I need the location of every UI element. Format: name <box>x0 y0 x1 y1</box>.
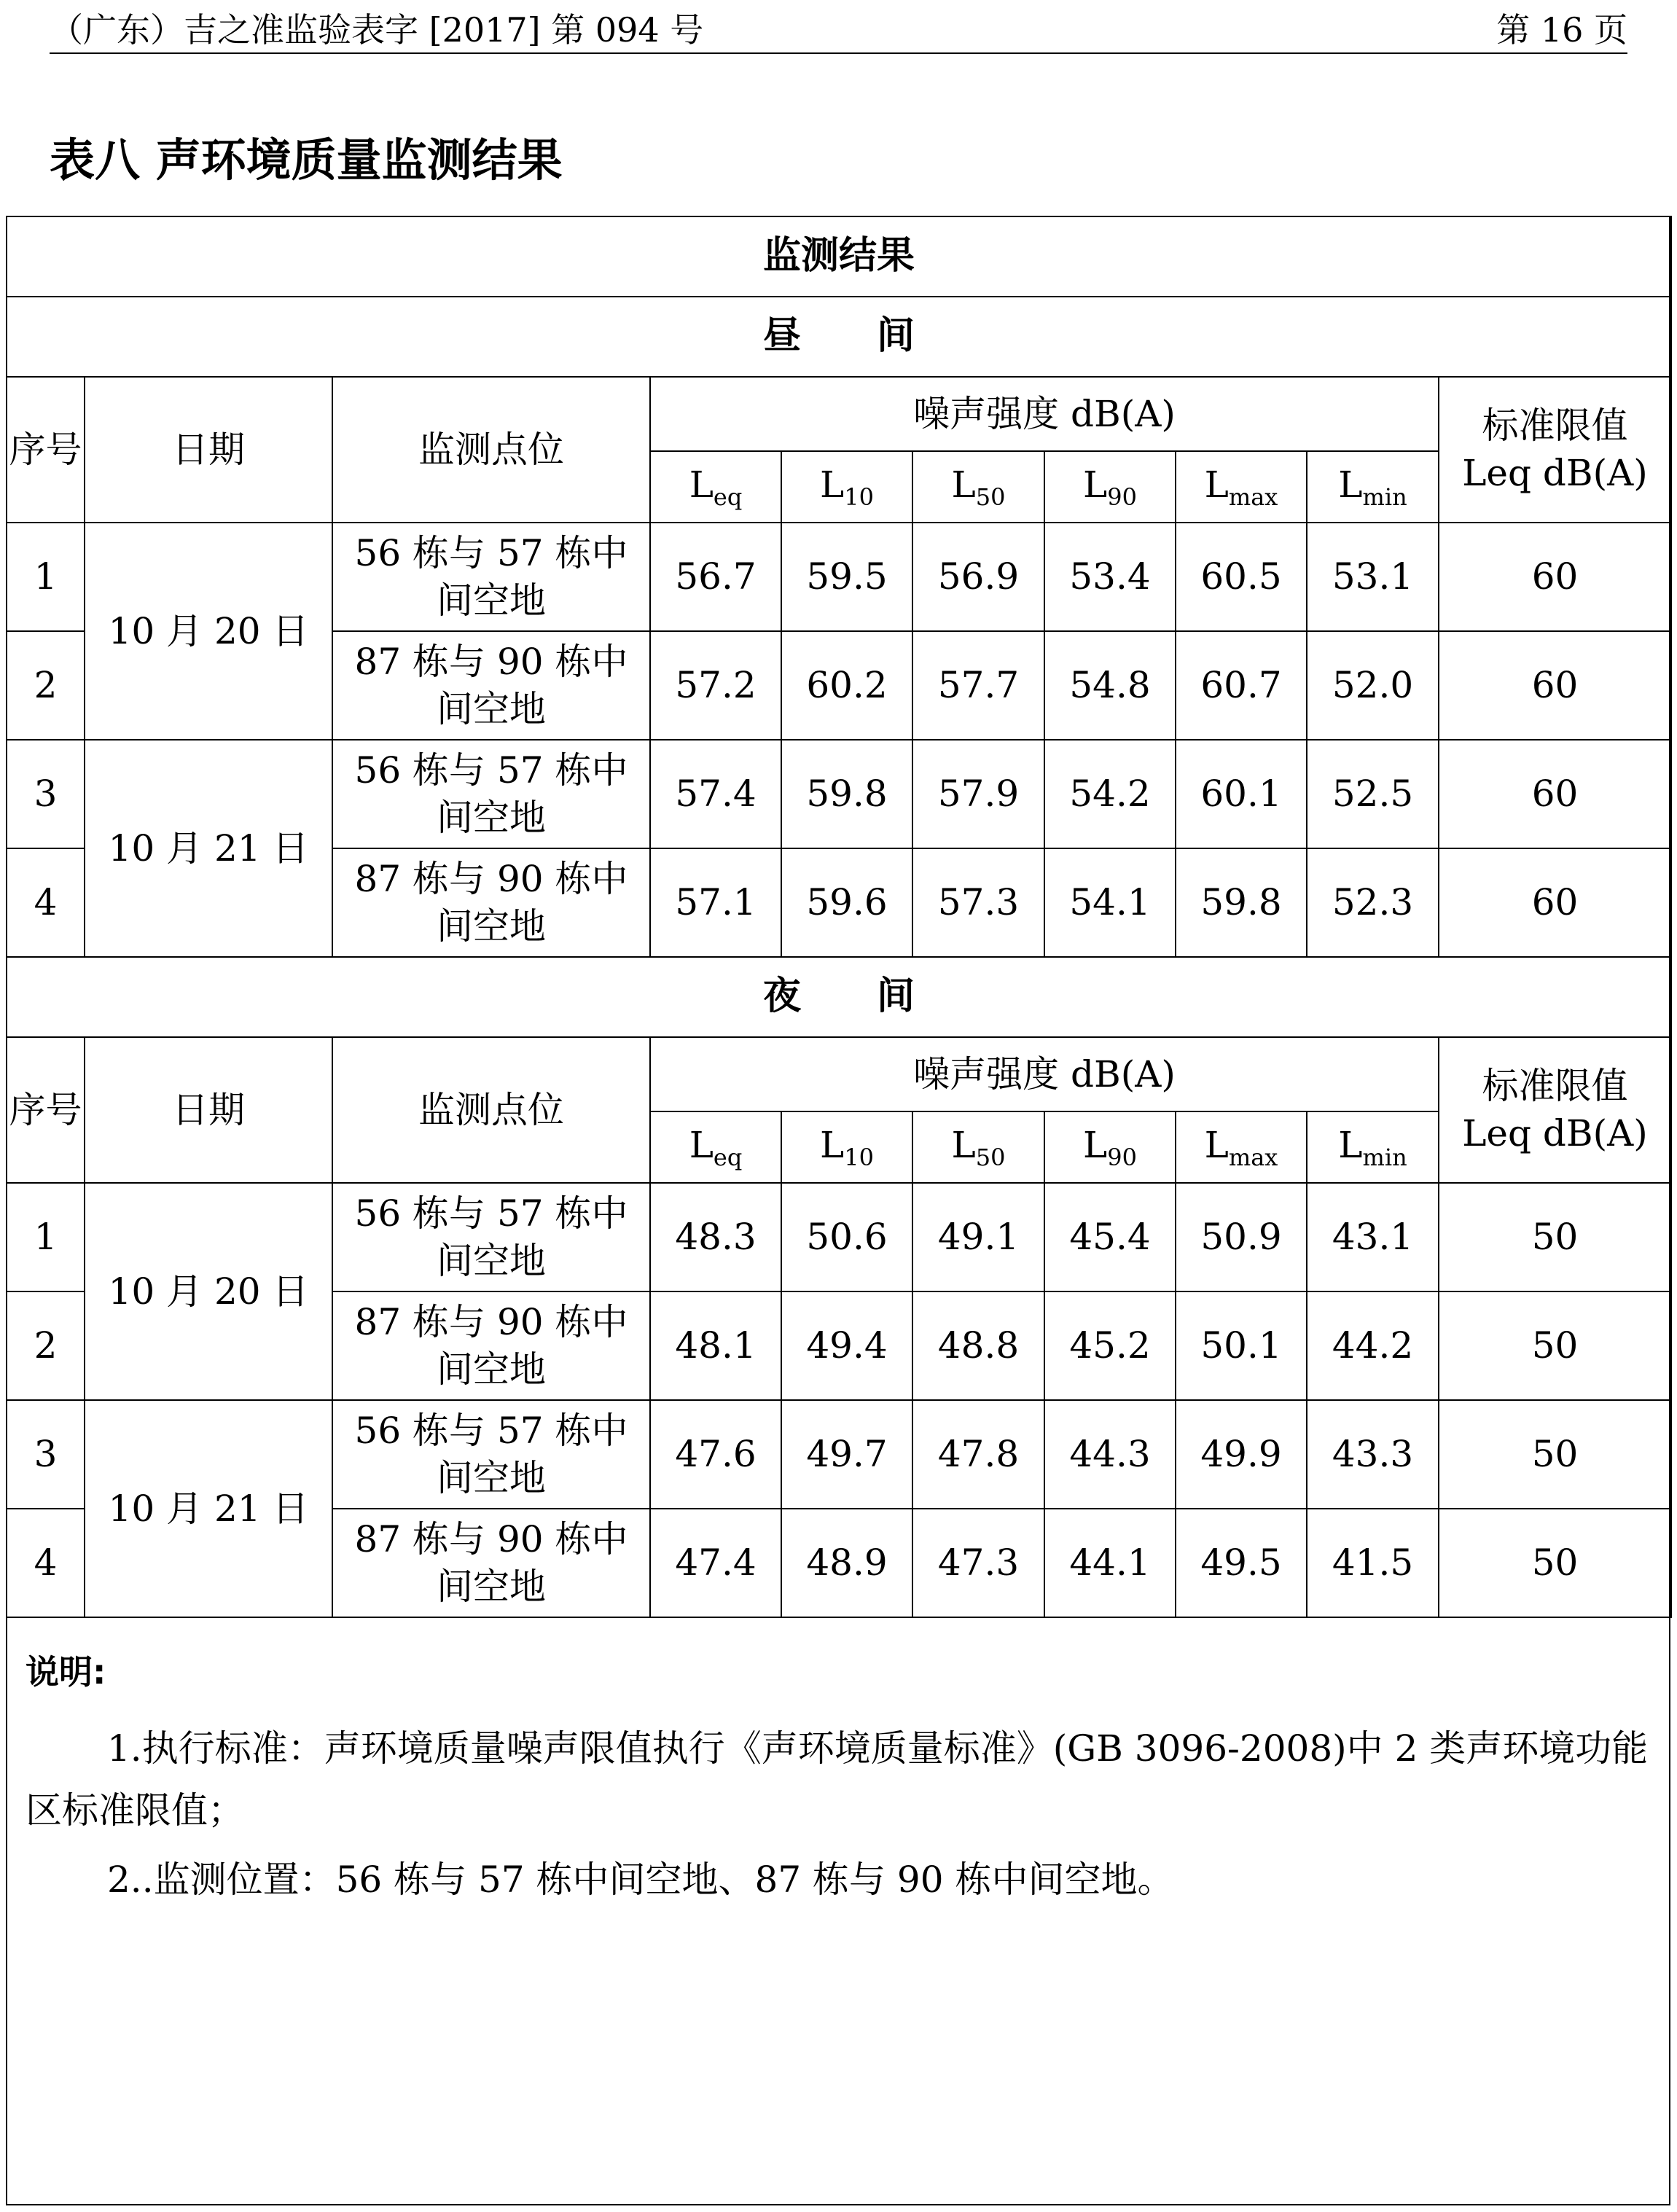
value-lmax: 60.7 <box>1176 631 1307 740</box>
value-l10: 49.7 <box>781 1400 912 1509</box>
value-leq: 57.4 <box>650 740 781 848</box>
metric-main: L <box>820 1123 845 1166</box>
header-limit <box>1439 377 1671 523</box>
page-number: 第 16 页 <box>1496 10 1627 50</box>
site-line-2: 间空地 <box>437 904 546 947</box>
metric-subscript: 50 <box>975 482 1006 511</box>
table-caption: 监测结果 <box>7 216 1671 297</box>
row-seq: 4 <box>7 848 85 957</box>
metric-subscript: 90 <box>1107 1143 1137 1171</box>
metric-main: L <box>1338 463 1363 506</box>
header-site: 监测点位 <box>332 377 650 523</box>
site-line-1: 87 栋与 90 栋中 <box>354 1300 628 1343</box>
value-l10: 59.5 <box>781 523 912 631</box>
value-lmax: 50.1 <box>1176 1291 1307 1400</box>
value-lmin: 52.3 <box>1307 848 1439 957</box>
row-site <box>332 1291 650 1400</box>
metric-header-l90 <box>1044 451 1176 523</box>
value-lmax: 49.9 <box>1176 1400 1307 1509</box>
metric-header-l50 <box>912 1111 1044 1183</box>
site-line-1: 56 栋与 57 栋中 <box>354 749 628 792</box>
metric-main: L <box>1338 1123 1363 1166</box>
value-l50: 56.9 <box>912 523 1044 631</box>
value-lmin: 43.3 <box>1307 1400 1439 1509</box>
note-item-2: 2..监测位置：56 栋与 57 栋中间空地、87 栋与 90 栋中间空地。 <box>107 1859 1174 1902</box>
metric-subscript: eq <box>713 482 743 511</box>
value-lmin: 44.2 <box>1307 1291 1439 1400</box>
header-date: 日期 <box>85 377 332 523</box>
table-row <box>7 523 1671 631</box>
value-l50: 47.3 <box>912 1509 1044 1617</box>
value-l10: 59.6 <box>781 848 912 957</box>
metric-main: L <box>951 1123 976 1166</box>
value-l90: 53.4 <box>1044 523 1176 631</box>
value-l90: 54.1 <box>1044 848 1176 957</box>
row-site <box>332 523 650 631</box>
row-site <box>332 631 650 740</box>
site-line-1: 56 栋与 57 栋中 <box>354 1192 628 1235</box>
site-line-1: 87 栋与 90 栋中 <box>354 640 628 683</box>
value-leq: 57.1 <box>650 848 781 957</box>
metric-main: L <box>1204 463 1229 506</box>
site-line-2: 间空地 <box>437 1348 546 1391</box>
value-lmax: 49.5 <box>1176 1509 1307 1617</box>
metric-subscript: 50 <box>975 1143 1006 1171</box>
metric-header-lmin <box>1307 1111 1439 1183</box>
row-limit: 50 <box>1439 1400 1671 1509</box>
row-seq: 1 <box>7 1183 85 1291</box>
value-l10: 60.2 <box>781 631 912 740</box>
metric-header-lmax <box>1176 451 1307 523</box>
metric-main: L <box>951 463 976 506</box>
page-title: 表八 声环境质量监测结果 <box>50 133 563 187</box>
header-noise-level: 噪声强度 dB(A) <box>650 377 1439 451</box>
value-l10: 59.8 <box>781 740 912 848</box>
row-site <box>332 1400 650 1509</box>
value-leq: 47.4 <box>650 1509 781 1617</box>
value-lmin: 52.0 <box>1307 631 1439 740</box>
metric-subscript: max <box>1228 482 1278 511</box>
note-item-1: 1.执行标准：声环境质量噪声限值执行《声环境质量标准》(GB 3096-2008)中 2 类声环境功能区标准限值； <box>26 1727 1649 1832</box>
value-leq: 56.7 <box>650 523 781 631</box>
value-lmin: 43.1 <box>1307 1183 1439 1291</box>
row-seq: 3 <box>7 1400 85 1509</box>
value-lmin: 41.5 <box>1307 1509 1439 1617</box>
value-l10: 48.9 <box>781 1509 912 1617</box>
metric-main: L <box>1083 1123 1108 1166</box>
metric-main: L <box>820 463 845 506</box>
value-leq: 48.3 <box>650 1183 781 1291</box>
metric-subscript: min <box>1362 1143 1407 1171</box>
value-l90: 54.2 <box>1044 740 1176 848</box>
row-seq: 2 <box>7 1291 85 1400</box>
row-date: 10 月 20 日 <box>85 1183 332 1400</box>
site-line-1: 87 栋与 90 栋中 <box>354 857 628 900</box>
site-line-1: 87 栋与 90 栋中 <box>354 1517 628 1560</box>
header-row <box>7 1037 1671 1111</box>
section-label: 夜 间 <box>7 957 1671 1037</box>
metric-main: L <box>1204 1123 1229 1166</box>
row-limit: 50 <box>1439 1509 1671 1617</box>
header-site: 监测点位 <box>332 1037 650 1183</box>
document-reference: （广东）吉之准监验表字 [2017] 第 094 号 <box>50 10 704 50</box>
notes-section <box>26 1644 1651 1918</box>
value-lmin: 53.1 <box>1307 523 1439 631</box>
value-l90: 54.8 <box>1044 631 1176 740</box>
header-seq: 序号 <box>7 377 85 523</box>
row-seq: 4 <box>7 1509 85 1617</box>
header-limit-line-1: 标准限值 <box>1482 1065 1628 1107</box>
row-limit: 60 <box>1439 523 1671 631</box>
row-date: 10 月 21 日 <box>85 1400 332 1617</box>
metric-subscript: min <box>1362 482 1407 511</box>
metric-subscript: max <box>1228 1143 1278 1171</box>
page-header <box>50 7 1627 54</box>
section-banner <box>7 957 1671 1037</box>
row-limit: 60 <box>1439 740 1671 848</box>
value-l90: 45.2 <box>1044 1291 1176 1400</box>
metric-subscript: eq <box>713 1143 743 1171</box>
row-site <box>332 848 650 957</box>
metric-main: L <box>1083 463 1108 506</box>
row-limit: 50 <box>1439 1183 1671 1291</box>
row-site <box>332 1183 650 1291</box>
header-date: 日期 <box>85 1037 332 1183</box>
value-leq: 57.2 <box>650 631 781 740</box>
table-row <box>7 1183 1671 1291</box>
metric-header-lmax <box>1176 1111 1307 1183</box>
noise-results-table <box>6 216 1672 1618</box>
site-line-2: 间空地 <box>437 1565 546 1608</box>
header-row <box>7 377 1671 451</box>
site-line-2: 间空地 <box>437 796 546 839</box>
site-line-2: 间空地 <box>437 579 546 622</box>
row-date: 10 月 20 日 <box>85 523 332 740</box>
value-l50: 57.9 <box>912 740 1044 848</box>
header-limit-line-2: Leq dB(A) <box>1462 452 1648 494</box>
row-seq: 3 <box>7 740 85 848</box>
header-limit-line-2: Leq dB(A) <box>1462 1112 1648 1154</box>
value-l50: 57.7 <box>912 631 1044 740</box>
value-lmax: 60.1 <box>1176 740 1307 848</box>
metric-main: L <box>689 1123 714 1166</box>
metric-subscript: 10 <box>844 482 874 511</box>
table-row <box>7 1400 1671 1509</box>
row-seq: 1 <box>7 523 85 631</box>
value-l10: 49.4 <box>781 1291 912 1400</box>
metric-header-l90 <box>1044 1111 1176 1183</box>
value-lmax: 60.5 <box>1176 523 1307 631</box>
value-l90: 44.3 <box>1044 1400 1176 1509</box>
caption-row <box>7 216 1671 297</box>
metric-header-leq <box>650 1111 781 1183</box>
site-line-2: 间空地 <box>437 1239 546 1282</box>
value-l90: 44.1 <box>1044 1509 1176 1617</box>
header-noise-level: 噪声强度 dB(A) <box>650 1037 1439 1111</box>
site-line-1: 56 栋与 57 栋中 <box>354 1409 628 1452</box>
site-line-2: 间空地 <box>437 1456 546 1499</box>
header-limit <box>1439 1037 1671 1183</box>
value-l50: 47.8 <box>912 1400 1044 1509</box>
row-date: 10 月 21 日 <box>85 740 332 957</box>
metric-header-l10 <box>781 451 912 523</box>
value-l50: 48.8 <box>912 1291 1044 1400</box>
value-l10: 50.6 <box>781 1183 912 1291</box>
value-l50: 49.1 <box>912 1183 1044 1291</box>
header-limit-line-1: 标准限值 <box>1482 405 1628 447</box>
row-limit: 60 <box>1439 848 1671 957</box>
metric-main: L <box>689 463 714 506</box>
metric-header-l50 <box>912 451 1044 523</box>
header-seq: 序号 <box>7 1037 85 1183</box>
notes-label: 说明: <box>26 1652 106 1692</box>
row-site <box>332 1509 650 1617</box>
metric-header-l10 <box>781 1111 912 1183</box>
value-leq: 48.1 <box>650 1291 781 1400</box>
site-line-1: 56 栋与 57 栋中 <box>354 531 628 574</box>
metric-subscript: 90 <box>1107 482 1137 511</box>
row-limit: 60 <box>1439 631 1671 740</box>
metric-header-lmin <box>1307 451 1439 523</box>
section-label: 昼 间 <box>7 297 1671 377</box>
row-site <box>332 740 650 848</box>
metric-header-leq <box>650 451 781 523</box>
row-seq: 2 <box>7 631 85 740</box>
section-banner <box>7 297 1671 377</box>
row-limit: 50 <box>1439 1291 1671 1400</box>
site-line-2: 间空地 <box>437 687 546 730</box>
value-leq: 47.6 <box>650 1400 781 1509</box>
value-l90: 45.4 <box>1044 1183 1176 1291</box>
value-lmin: 52.5 <box>1307 740 1439 848</box>
value-lmax: 59.8 <box>1176 848 1307 957</box>
metric-subscript: 10 <box>844 1143 874 1171</box>
table-row <box>7 740 1671 848</box>
value-l50: 57.3 <box>912 848 1044 957</box>
value-lmax: 50.9 <box>1176 1183 1307 1291</box>
